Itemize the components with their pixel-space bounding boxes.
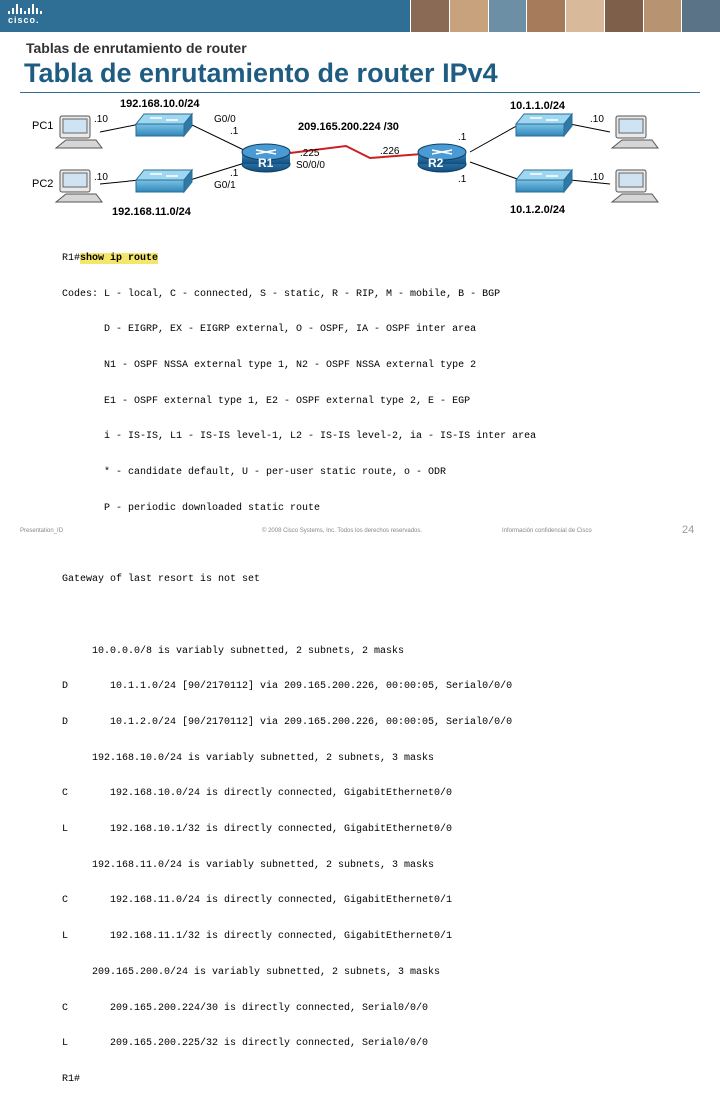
banner-photo bbox=[526, 0, 565, 32]
route-line bbox=[62, 895, 662, 907]
route-line bbox=[62, 860, 662, 872]
footer-copyright: © 2008 Cisco Systems, Inc. Todos los derechos reservados. bbox=[262, 528, 423, 534]
slide-subtitle: Tablas de enrutamiento de router bbox=[26, 40, 247, 56]
route-line bbox=[62, 788, 662, 800]
route-text: 192.168.11.1/32 is directly connected, GigabitEthernet0/1 bbox=[92, 931, 453, 943]
r2-g01-ip: .1 bbox=[458, 174, 467, 185]
route-code: L bbox=[62, 1038, 69, 1050]
cli-prompt: R1# bbox=[62, 252, 81, 264]
pc2-host-label: .10 bbox=[94, 172, 108, 183]
switch-icon bbox=[136, 170, 192, 192]
page-number: 24 bbox=[682, 524, 695, 536]
route-text: 192.168.10.0/24 is directly connected, GigabitEthernet0/0 bbox=[92, 788, 453, 800]
network-label-wan: 209.165.200.224 /30 bbox=[298, 121, 399, 133]
banner-photo bbox=[449, 0, 488, 32]
r1-s000-label: S0/0/0 bbox=[296, 160, 325, 171]
cli-prompt-line bbox=[62, 253, 662, 265]
link-sw2-r1 bbox=[190, 162, 248, 180]
cli-line: D - EIGRP, EX - EIGRP external, O - OSPF, IA - OSPF inter area bbox=[62, 324, 477, 336]
footer-confidential: Información confidencial de Cisco bbox=[502, 528, 592, 534]
cli-line: Codes: L - local, C - connected, S - static, R - RIP, M - mobile, B - BGP bbox=[62, 288, 501, 300]
route-text: 192.168.10.1/32 is directly connected, GigabitEthernet0/0 bbox=[92, 824, 453, 836]
footer-presentation-id: Presentation_ID bbox=[20, 528, 64, 534]
cli-line: E1 - OSPF external type 1, E2 - OSPF external type 2, E - EGP bbox=[62, 395, 471, 407]
route-text: 10.1.1.0/24 [90/2170112] via 209.165.200.226, 00:00:05, Serial0/0/0 bbox=[92, 681, 513, 693]
network-label-192-168-11: 192.168.11.0/24 bbox=[112, 206, 191, 218]
route-text: 192.168.10.0/24 is variably subnetted, 2 subnets, 3 masks bbox=[92, 752, 435, 764]
header-banner bbox=[0, 0, 720, 32]
slide-title: Tabla de enrutamiento de router IPv4 bbox=[24, 58, 498, 88]
route-line bbox=[62, 1038, 662, 1050]
r1-g00-label: G0/0 bbox=[214, 114, 236, 125]
network-topology bbox=[0, 94, 720, 230]
banner-photo bbox=[681, 0, 720, 32]
title-divider bbox=[20, 92, 700, 93]
route-text: 10.1.2.0/24 [90/2170112] via 209.165.200.226, 00:00:05, Serial0/0/0 bbox=[92, 716, 513, 728]
pc2-label: PC2 bbox=[32, 178, 54, 190]
r2-s000-ip: .226 bbox=[380, 146, 400, 157]
network-label-10-1-1: 10.1.1.0/24 bbox=[510, 100, 566, 112]
banner-photo bbox=[410, 0, 449, 32]
banner-photo bbox=[565, 0, 604, 32]
pc1-host-label: .10 bbox=[94, 114, 108, 125]
r1-g00-ip: .1 bbox=[230, 126, 239, 137]
banner-photo bbox=[488, 0, 527, 32]
route-code: C bbox=[62, 1002, 69, 1014]
link-sw3-pc3 bbox=[570, 124, 610, 132]
route-text: 209.165.200.225/32 is directly connected, Serial0/0/0 bbox=[92, 1038, 429, 1050]
banner-photo bbox=[643, 0, 682, 32]
route-text: 10.0.0.0/8 is variably subnetted, 2 subnets, 2 masks bbox=[92, 645, 405, 657]
network-label-10-1-2: 10.1.2.0/24 bbox=[510, 204, 566, 216]
cisco-logo-bars bbox=[8, 4, 42, 14]
route-line bbox=[62, 824, 662, 836]
r1-g01-ip: .1 bbox=[230, 168, 239, 179]
route-text: 192.168.11.0/24 is variably subnetted, 2 subnets, 3 masks bbox=[92, 859, 435, 871]
route-text: 209.165.200.0/24 is variably subnetted, 2 subnets, 3 masks bbox=[92, 966, 441, 978]
route-line bbox=[62, 1003, 662, 1015]
route-line bbox=[62, 681, 662, 693]
r1-label: R1 bbox=[258, 156, 274, 170]
cisco-logo bbox=[8, 4, 42, 25]
route-line bbox=[62, 967, 662, 979]
route-code: L bbox=[62, 931, 69, 943]
link-r2-sw4 bbox=[470, 162, 520, 180]
link-pc1-sw1 bbox=[100, 124, 140, 132]
r2-g00-ip: .1 bbox=[458, 132, 467, 143]
cli-line: Gateway of last resort is not set bbox=[62, 574, 261, 586]
route-line bbox=[62, 717, 662, 729]
cli-command: show ip route bbox=[80, 252, 159, 264]
cli-output bbox=[62, 229, 662, 1098]
r2-pc2-host-label: .10 bbox=[590, 172, 604, 183]
switch-icon bbox=[516, 170, 572, 192]
r2-pc1-host-label: .10 bbox=[590, 114, 604, 125]
banner-photo bbox=[604, 0, 643, 32]
pc1-label: PC1 bbox=[32, 120, 54, 132]
slide-footer bbox=[0, 524, 720, 540]
cli-line: N1 - OSPF NSSA external type 1, N2 - OSPF NSSA external type 2 bbox=[62, 359, 477, 371]
route-code: D bbox=[62, 681, 69, 693]
route-line bbox=[62, 646, 662, 658]
cli-line: i - IS-IS, L1 - IS-IS level-1, L2 - IS-IS level-2, ia - IS-IS inter area bbox=[62, 431, 537, 443]
cli-line bbox=[62, 610, 662, 622]
cli-line: * - candidate default, U - per-user static route, o - ODR bbox=[62, 467, 447, 479]
r2-label: R2 bbox=[428, 156, 444, 170]
switch-icon bbox=[516, 114, 572, 136]
route-code: C bbox=[62, 895, 69, 907]
route-line bbox=[62, 931, 662, 943]
topology-drawing bbox=[0, 94, 720, 230]
pc-icon bbox=[612, 116, 658, 148]
cli-line bbox=[62, 538, 662, 550]
r1-s000-ip: .225 bbox=[300, 148, 320, 159]
route-code: L bbox=[62, 824, 69, 836]
link-r2-sw3 bbox=[470, 124, 520, 152]
pc-icon bbox=[612, 170, 658, 202]
link-sw1-r1 bbox=[190, 124, 248, 152]
cisco-logo-text: cisco. bbox=[8, 15, 40, 25]
route-line bbox=[62, 753, 662, 765]
route-code: C bbox=[62, 788, 69, 800]
r1-g01-label: G0/1 bbox=[214, 180, 236, 191]
route-code: D bbox=[62, 716, 69, 728]
banner-photos bbox=[410, 0, 720, 32]
cli-line: P - periodic downloaded static route bbox=[62, 502, 321, 514]
route-text: 209.165.200.224/30 is directly connected, Serial0/0/0 bbox=[92, 1002, 429, 1014]
route-text: 192.168.11.0/24 is directly connected, GigabitEthernet0/1 bbox=[92, 895, 453, 907]
switch-icon bbox=[136, 114, 192, 136]
cli-end-prompt: R1# bbox=[62, 1073, 81, 1085]
network-label-192-168-10: 192.168.10.0/24 bbox=[120, 98, 200, 110]
